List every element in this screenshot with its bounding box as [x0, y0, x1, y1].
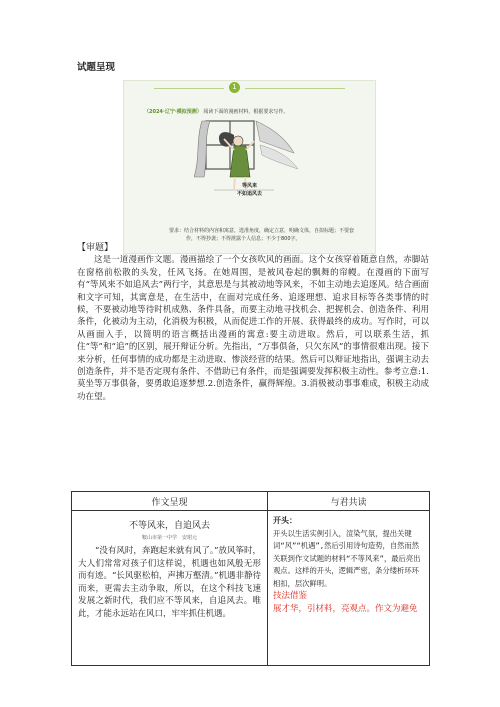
column-header-commentary: 与君共读 [268, 492, 430, 511]
column-header-essay: 作文呈现 [72, 492, 268, 511]
commentary-cell [268, 511, 430, 666]
skill-label: 技法借鉴 [273, 591, 308, 601]
skill-text: 展才华，引材料，亮观点。作文为避免 [273, 603, 418, 614]
instruction-text: 阅读下面的漫画材料，根据要求写作。 [203, 109, 289, 115]
source-tag: （2024·辽宁·模拟预测） [144, 109, 202, 115]
commentary-text: 开头以生活实例引入，渲染气氛，提出关键词“风”“机遇”,然后引用诗句造势，自然而然关联到作文试题的材料“不等风来”，最后亮出观点。这样的开头，逻辑严密，条分缕析环环相扣，层次鲜明。 [273, 528, 421, 588]
requirement-line: 作，不得抄袭；不得泄露个人信息；不少于800字。 [186, 236, 301, 242]
analysis-label: 【审题】 [77, 243, 114, 253]
divider [245, 88, 345, 89]
prompt-image [123, 80, 376, 254]
essay-author: 鞍山市第一中学 安珺元 [141, 535, 197, 541]
essay-title: 不等风来，自追风去 [128, 521, 210, 531]
essay-text: “没有风时，奔跑起来就有风了。”放风筝时，大人们常常对孩子们这样说，机遇也如风般无形而有迹。“长风驱松柏，声拂万壑清。”机遇非静待而来，更需去主动争取，所以，在这个科技飞速发展之新时代，我们应不等风来，自追风去。唯此，才能永远站在风口，牢牢抓住机遇。 [78, 546, 261, 619]
floating-curtain [260, 145, 298, 169]
divider [154, 88, 224, 89]
essay-comparison-table [71, 491, 430, 666]
commentary-heading: 开头： [273, 516, 297, 525]
analysis-text: 这是一道漫画作文题。漫画描绘了一个女孩吹风的画面。这个女孩穿着随意自然，赤脚站在窗格前松散的头发，任风飞扬。在她周围，是被风卷起的飘舞的帘幔。在漫画的下面写有“等风来不如追风去”两行字，其意思是与其被动地等风来，不如主动地去追逐风。结合画面和文字可知，其寓意是，在生活中，在面对完成任务、追逐理想、追求目标等各类事情的时候，不要被动地等待时机成熟、条件具备，而要主动地寻找机会、把握机会、创造条件、利用条件，化被动为主动，化消极为积极，从而促进工作的开展、获得最终的成功。写作时，可以从画面入手，以简明的语言概括出漫画的寓意:要主动进取。然后，可以联系生活，抓住“等”和“追”的区别，展开辩证分析。先指出，“万事俱备，只欠东风”的事情很难出现。接下来分析，任何事情的成功都是主动进取、惨淡经营的结果。然后可以辩证地指出，强调主动去创造条件，并不是否定现有条件、不借助已有条件，而是强调要发挥积极主动性。参考立意:1.莫坐等万事俱备，要勇敢追逐梦想.2.创造条件，赢得辉煌。3.消极被动事事难成，积极主动成功在望。 [77, 255, 429, 402]
requirement-line: 要求：结合材料的内容和寓意，选准角度，确定立意，明确文体，自拟标题；不要套 [169, 228, 355, 234]
requirements [169, 227, 369, 243]
girl-figure [219, 132, 254, 189]
essay-cell [72, 511, 268, 666]
question-number-badge: 1 [229, 82, 240, 93]
section-title: 试题呈现 [77, 62, 116, 73]
analysis-section [77, 242, 429, 403]
caption-line2: 不如追风去 [236, 191, 262, 197]
prompt-instruction [144, 108, 288, 115]
caption-line1: 等风来 [241, 183, 257, 189]
